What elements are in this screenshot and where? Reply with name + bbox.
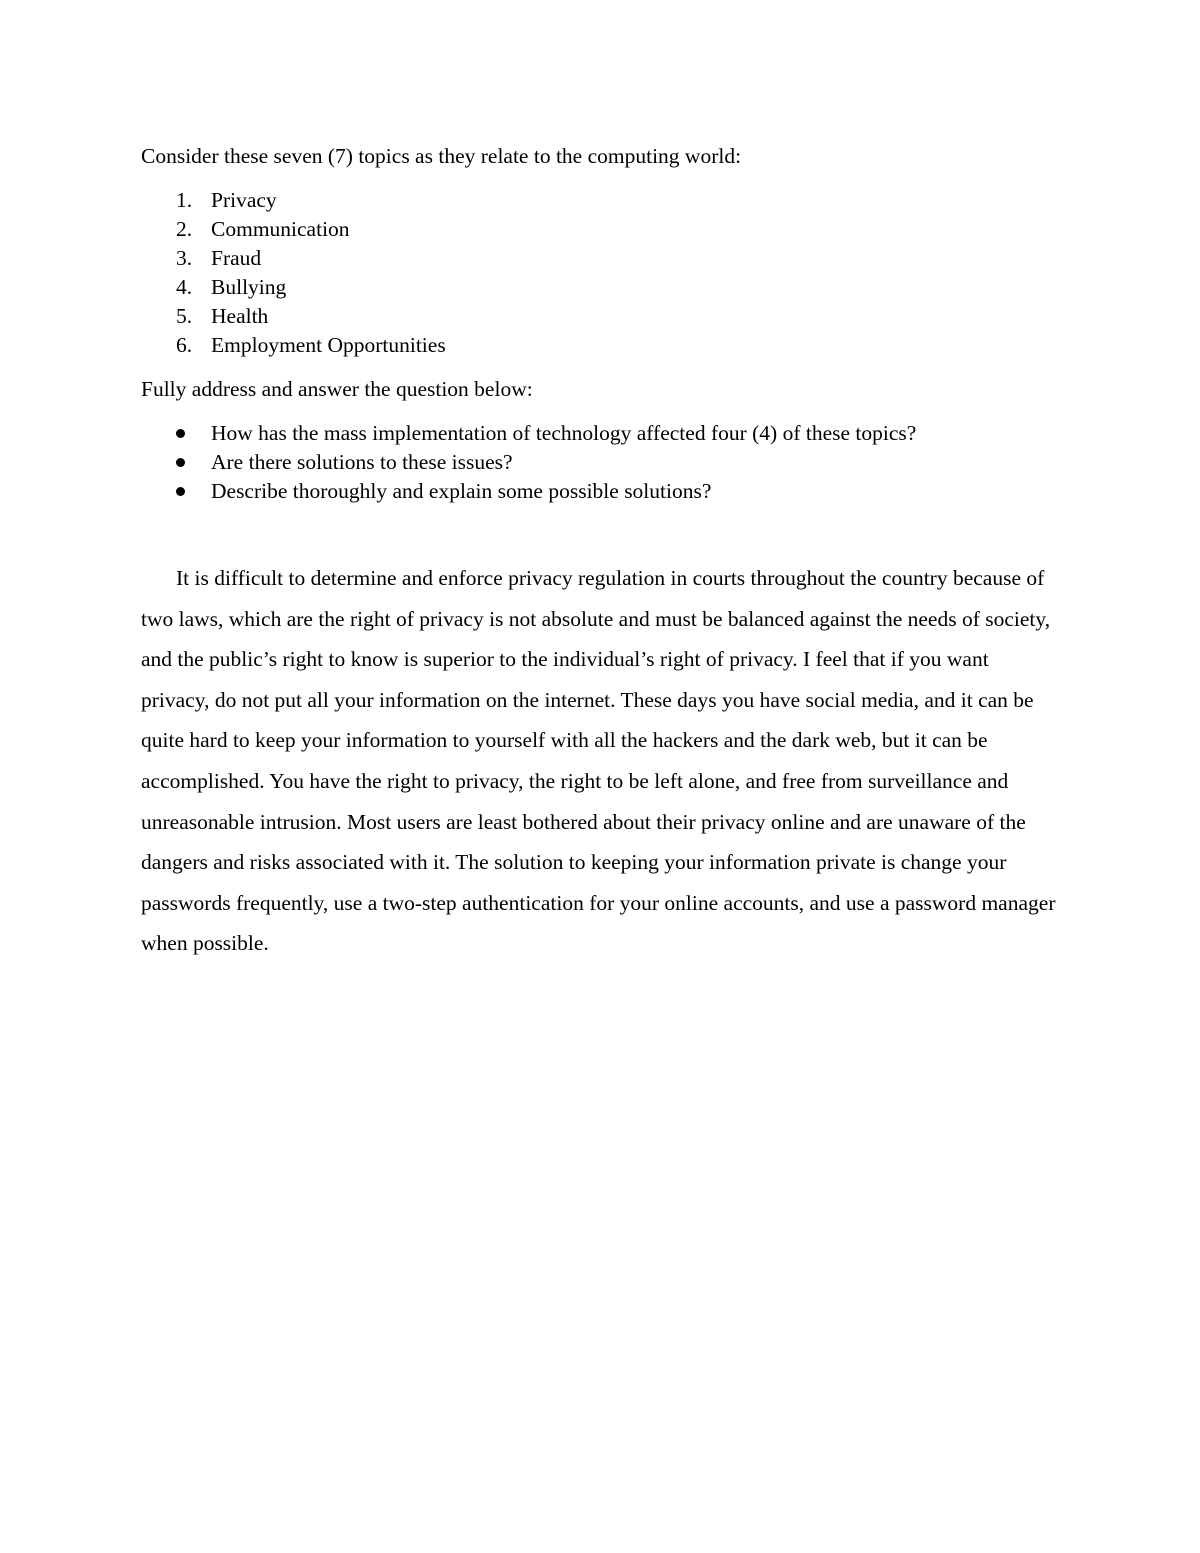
list-number: 2. <box>176 217 193 241</box>
topic-label: Health <box>211 304 269 328</box>
topic-label: Employment Opportunities <box>211 333 446 357</box>
list-item <box>141 331 1061 360</box>
list-item <box>141 477 1061 506</box>
list-item <box>141 419 1061 448</box>
topic-label: Fraud <box>211 246 262 270</box>
list-item <box>141 448 1061 477</box>
list-number: 6. <box>176 333 193 357</box>
list-number: 1. <box>176 188 193 212</box>
topic-label: Communication <box>211 217 350 241</box>
list-number: 3. <box>176 246 193 270</box>
topic-label: Bullying <box>211 275 287 299</box>
essay-paragraph: It is difficult to determine and enforce privacy regulation in courts throughout the country because of two laws, which are the right of privacy is not absolute and must be balanced against the needs of society, and the public’s right to know is superior to the individual’s right of privacy. I feel that if you want privacy, do not put all your information on the internet. These days you have social media, and it can be quite hard to keep your information to yourself with all the hackers and the dark web, but it can be accomplished. You have the right to privacy, the right to be left alone, and free from surveillance and unreasonable intrusion. Most users are least bothered about their privacy online and are unaware of the dangers and risks associated with it. The solution to keeping your information private is change your passwords frequently, use a two-step authentication for your online accounts, and use a password manager when possible. <box>141 566 1056 956</box>
bullet-icon <box>176 458 185 467</box>
bullet-icon <box>176 487 185 496</box>
question-text: Describe thoroughly and explain some possible solutions? <box>211 479 712 503</box>
question-text: How has the mass implementation of technology affected four (4) of these topics? <box>211 421 917 445</box>
questions-list <box>141 419 1061 506</box>
list-item <box>141 302 1061 331</box>
topics-list <box>141 186 1061 360</box>
intro-text: Consider these seven (7) topics as they relate to the computing world: <box>141 144 742 168</box>
list-item <box>141 273 1061 302</box>
topic-label: Privacy <box>211 188 277 212</box>
list-item <box>141 186 1061 215</box>
document-body <box>141 142 1061 964</box>
list-item <box>141 215 1061 244</box>
question-text: Are there solutions to these issues? <box>211 450 513 474</box>
list-item <box>141 244 1061 273</box>
bullet-icon <box>176 429 185 438</box>
prompt-text: Fully address and answer the question below: <box>141 377 533 401</box>
list-number: 5. <box>176 304 193 328</box>
list-number: 4. <box>176 275 193 299</box>
